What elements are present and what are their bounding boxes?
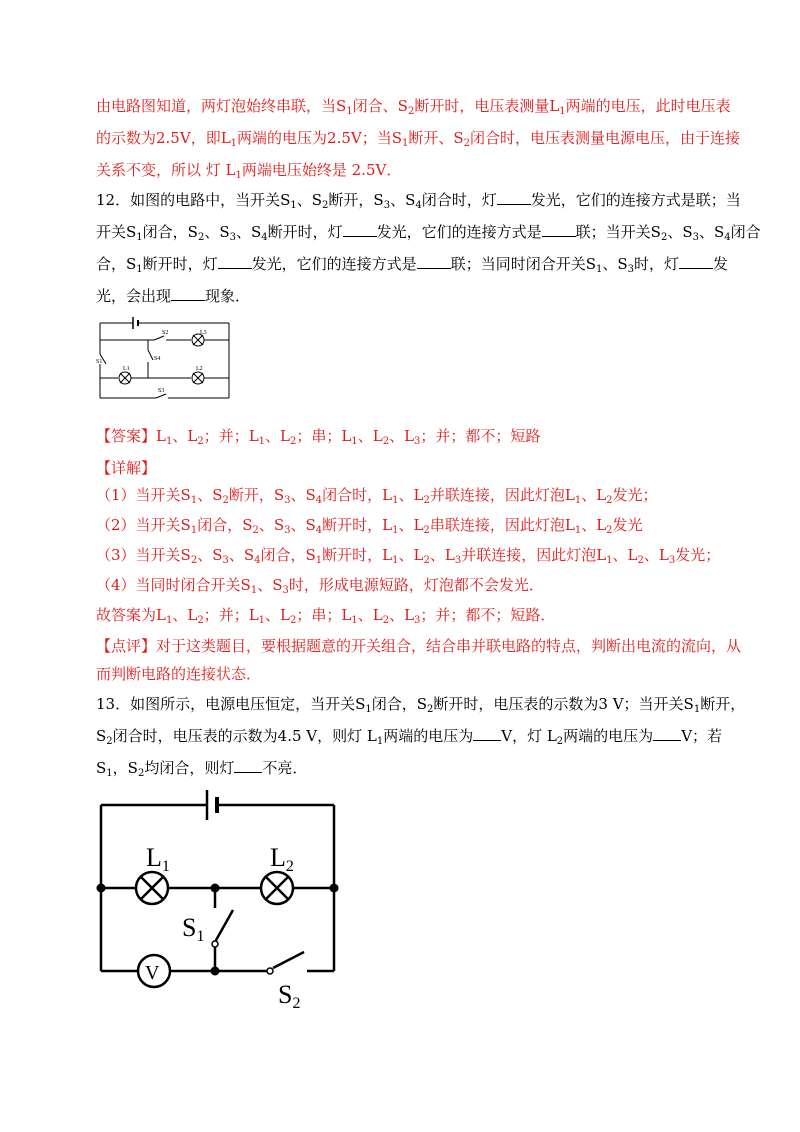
q13-voltmeter-label: V: [145, 962, 160, 984]
detail-p1: （1）当开关$S_1$、$S_2$断开，$S_3$、$S_4$闭合时，$L_1$、$L_2$并联连接，因此灯泡$L_1$、$L_2$发光；: [96, 486, 658, 506]
blank: [218, 268, 252, 269]
detail-p3: （3）当开关$S_2$、$S_3$、$S_4$闭合，$S_1$断开时，$L_1$、$L_2$、$L_3$并联连接，因此灯泡$L_1$、$L_2$、$L_3$发光；: [96, 546, 721, 566]
blank: [417, 268, 451, 269]
q13-label-s2: S2: [278, 980, 301, 1012]
comment-line-2: 而判断电路的连接状态．: [96, 665, 262, 683]
q12-label-s2: S2: [162, 330, 169, 336]
intro-line-1: 由电路图知道，两灯泡始终串联，当$S_1$闭合、$S_2$断开时，电压表测量$L_1$两端的电压，此时电压表: [96, 97, 731, 117]
blank: [473, 740, 501, 741]
comment-line-1: 【点评】对于这类题目，要根据题意的开关组合，结合串并联电路的特点，判断出电流的流向，从: [96, 637, 742, 655]
q12-label-s3: S3: [158, 388, 165, 394]
q13-label-l1: L1: [146, 843, 170, 875]
blank: [343, 236, 377, 237]
q12-line-2: 开关$S_1$闭合，$S_2$、$S_3$、$S_4$断开时，灯 发光，它们的连接方式是 联；当开关$S_2$、$S_3$、$S_4$闭合: [96, 223, 761, 243]
blank: [679, 268, 713, 269]
q12-label-s4: S4: [154, 356, 161, 362]
q13-line-3: $S_1$，$S_2$均闭合，则灯 不亮．: [96, 759, 308, 779]
q12-label-l2: L2: [196, 366, 203, 372]
q13-circuit-diagram: [96, 780, 346, 1010]
answer-tag: 【答案】: [96, 427, 157, 445]
q12-label-l3: L3: [200, 330, 207, 336]
comment-tag: 【点评】: [96, 637, 157, 655]
blank: [234, 772, 262, 773]
blank: [497, 204, 531, 205]
q13-label-l2: L2: [270, 843, 294, 875]
q13-line-2: $S_2$闭合时，电压表的示数为4.5 V，则灯 $L_1$两端的电压为 V，灯 $L_2$两端的电压为 V；若: [96, 727, 723, 747]
intro-line-3: 关系不变，所以 灯 $L_1$两端电压始终是 2.5V．: [96, 161, 402, 181]
q12-circuit-diagram: [96, 310, 236, 410]
blank: [542, 236, 576, 237]
detail-p2: （2）当开关$S_1$闭合，$S_2$、$S_3$、$S_4$断开时，$L_1$、$L_2$串联连接，因此灯泡$L_1$、$L_2$发光: [96, 516, 643, 536]
answer-line: 【答案】$L_1$、$L_2$；并；$L_1$、$L_2$；串；$L_1$、$L_2$、$L_3$；并；都不；短路: [96, 427, 541, 447]
q12-line-3: 合，$S_1$断开时，灯 发光，它们的连接方式是 联；当同时闭合开关$S_1$、$S_3$时，灯 发: [96, 255, 729, 275]
blank: [653, 740, 681, 741]
blank: [171, 300, 205, 301]
q13-line-1: 13．如图所示，电源电压恒定，当开关$S_1$闭合，$S_2$断开时，电压表的示数为3 V；当开关$S_1$断开，: [96, 695, 746, 715]
intro-line-2: 的示数为2.5V，即$L_1$两端的电压为2.5V；当$S_1$断开、$S_2$闭合时，电压表测量电源电压，由于连接: [96, 129, 741, 149]
q12-line-4: 光，会出现 现象．: [96, 287, 251, 305]
q12-line-1: 12．如图的电路中，当开关$S_1$、$S_2$断开，$S_3$、$S_4$闭合时，灯 发光，它们的连接方式是联；当: [96, 191, 741, 211]
q12-label-s1: S1: [96, 359, 103, 365]
detail-p4: （4）当同时闭合开关$S_1$、$S_3$时，形成电源短路，灯泡都不会发光．: [96, 576, 544, 596]
detail-tag: 【详解】: [96, 459, 157, 477]
q12-label-l1: L1: [123, 366, 130, 372]
q13-label-s1: S1: [182, 913, 205, 945]
detail-p5: 故答案为$L_1$、$L_2$；并；$L_1$、$L_2$；串；$L_1$、$L_2$、$L_3$；并；都不；短路．: [96, 606, 556, 626]
